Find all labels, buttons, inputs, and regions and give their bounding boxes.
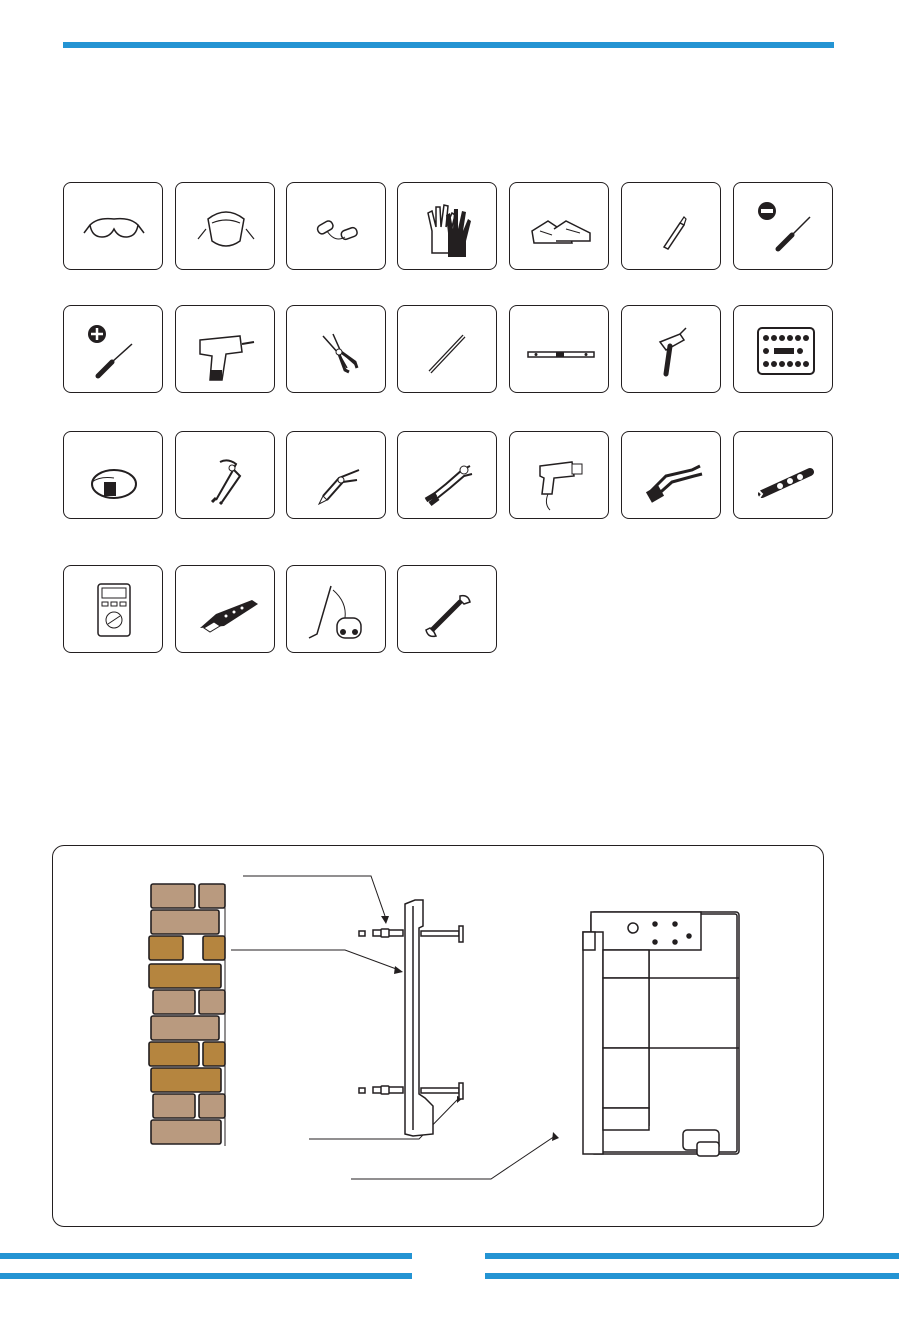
cable-cutter-icon <box>398 432 498 520</box>
work-gloves-icon <box>398 183 498 271</box>
installation-drawing <box>53 846 825 1228</box>
tool-tile <box>397 565 497 653</box>
tool-tile <box>397 182 497 270</box>
tool-tile <box>286 305 386 393</box>
rj45-crimper-icon <box>176 566 276 654</box>
tape-measure-icon <box>64 432 164 520</box>
wall-icon <box>149 884 225 1146</box>
tool-tile <box>175 431 275 519</box>
footer-accent-bar-right-top <box>485 1253 899 1259</box>
tool-tile <box>286 182 386 270</box>
wire-stripper-icon <box>287 432 387 520</box>
footer-accent-bar-right-bottom <box>485 1273 899 1279</box>
marker-pen-icon <box>398 306 498 394</box>
tool-tile <box>175 305 275 393</box>
tool-tile <box>175 182 275 270</box>
flat-screwdriver-icon <box>734 183 834 271</box>
tool-tile <box>621 305 721 393</box>
combination-pliers-icon <box>287 306 387 394</box>
tool-tile <box>63 565 163 653</box>
tool-tile <box>733 305 833 393</box>
heat-gun-icon <box>510 432 610 520</box>
spirit-level-icon <box>510 306 610 394</box>
tool-tile <box>175 565 275 653</box>
utility-knife-icon <box>622 183 722 271</box>
multimeter-icon <box>64 566 164 654</box>
mounting-bracket-icon <box>359 900 463 1136</box>
tool-tile <box>397 431 497 519</box>
tool-tile <box>286 431 386 519</box>
leader-lines <box>231 876 555 1179</box>
footer-accent-bar-left-bottom <box>0 1273 412 1279</box>
socket-wrench-set-icon <box>734 306 834 394</box>
connector-spanner-icon <box>734 432 834 520</box>
tool-tile <box>509 182 609 270</box>
tool-tile <box>733 431 833 519</box>
tool-tile <box>733 182 833 270</box>
dust-mask-icon <box>176 183 276 271</box>
tool-tile <box>621 431 721 519</box>
installation-diagram <box>52 845 824 1227</box>
footer-accent-bar-left-top <box>0 1253 412 1259</box>
tool-tile <box>63 431 163 519</box>
tool-tile <box>509 431 609 519</box>
open-end-wrench-icon <box>398 566 498 654</box>
inverter-side-view-icon <box>583 912 739 1156</box>
tool-tile <box>509 305 609 393</box>
tool-tile <box>63 305 163 393</box>
vacuum-cleaner-icon <box>287 566 387 654</box>
crimping-tool-icon <box>622 432 722 520</box>
tool-tile <box>621 182 721 270</box>
tool-tile <box>397 305 497 393</box>
tool-tile <box>63 182 163 270</box>
hammer-drill-icon <box>176 306 276 394</box>
safety-shoes-icon <box>510 183 610 271</box>
earplugs-icon <box>287 183 387 271</box>
safety-goggles-icon <box>64 183 164 271</box>
tool-tile <box>286 565 386 653</box>
hammer-icon <box>622 306 722 394</box>
phillips-screwdriver-icon <box>64 306 164 394</box>
pincers-icon <box>176 432 276 520</box>
